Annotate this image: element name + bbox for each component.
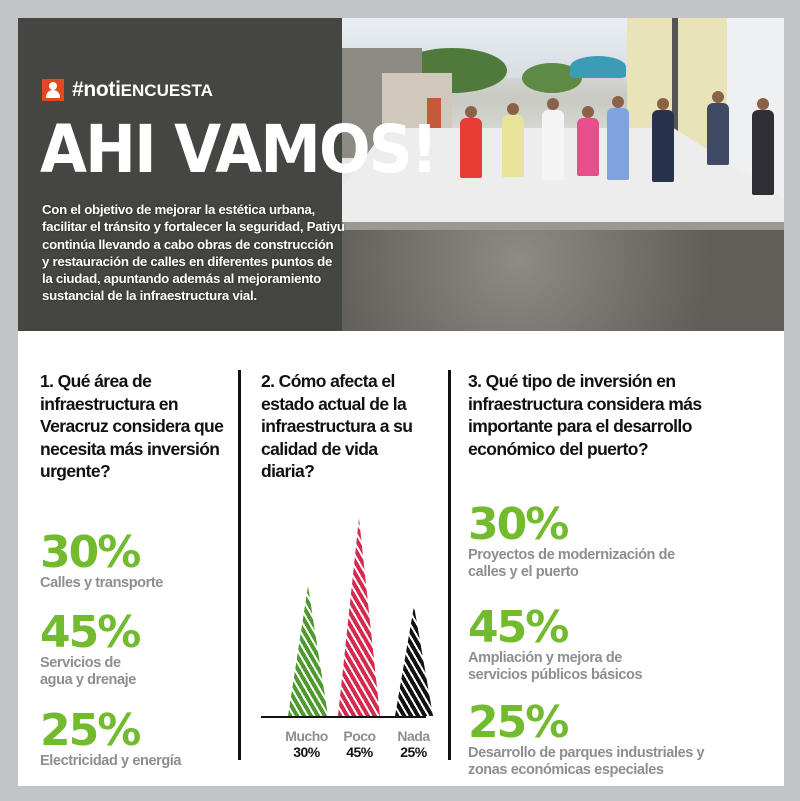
question-title: 3. Qué tipo de inversión en infraestructura considera más importante para el desarrollo económico del puerto? [468,371,702,459]
result-item [40,705,182,770]
question-title: 1. Qué área de infraestructura en Veracruz considera que necesita más inversión urgente? [40,371,224,481]
result-percent: 25% [40,705,140,756]
photo-person [607,108,629,180]
chart-baseline [261,716,426,718]
photo-person [707,103,729,165]
result-item [40,527,163,592]
survey-card [18,18,784,786]
result-item [468,697,738,779]
result-label: Ampliación y mejora de servicios públicos básicos [468,650,643,683]
result-percent: 30% [468,499,568,550]
result-label: Servicios de agua y drenaje [40,655,136,688]
column-divider [238,370,241,760]
spike-mucho [288,586,328,716]
category-nada: Nada 25% [397,728,430,760]
photo-curb [342,222,784,230]
spike-chart [261,508,441,778]
column-divider [448,370,451,760]
question-3 [468,370,768,778]
header [18,18,784,331]
spike-nada [395,606,433,716]
result-percent: 45% [468,602,568,653]
question-2 [261,370,441,483]
user-icon [42,79,64,101]
result-label: Calles y transporte [40,575,163,591]
question-title: 2. Cómo afecta el estado actual de la infraestructura a su calidad de vida diaria? [261,371,413,481]
hashtag [42,78,213,102]
category-mucho: Mucho 30% [285,728,328,760]
result-item [468,499,688,581]
hashtag-text: #notiENCUESTA [72,78,213,101]
question-1 [40,370,240,769]
photo-person [752,110,774,195]
result-label: Electricidad y energía [40,753,182,769]
result-item [40,607,150,689]
result-percent: 45% [40,607,140,658]
photo-person [577,118,599,176]
category-poco: Poco 45% [343,728,376,760]
intro-paragraph: Con el objetivo de mejorar la estética urbana, facilitar el tránsito y fortalecer la seguridad, Patiyu continúa llevando a cabo obras de construcción y restauración de calles en diferentes puntos de la ciudad, apuntando además al mejoramiento sustancial de la infraestructura vial. [42,202,345,304]
result-item [468,602,678,684]
spike-poco [338,518,380,716]
photo-person [502,115,524,177]
result-label: Desarrollo de parques industriales y zonas económicas especiales [468,745,705,778]
photo-person [652,110,674,182]
result-percent: 30% [40,527,140,578]
headline: AHI VAMOS! [40,111,437,188]
photo-person [542,110,564,180]
result-label: Proyectos de modernización de calles y el puerto [468,547,675,580]
result-percent: 25% [468,697,568,748]
photo-gravel [342,230,784,331]
photo-person [460,118,482,178]
photo-umbrella [570,56,626,78]
